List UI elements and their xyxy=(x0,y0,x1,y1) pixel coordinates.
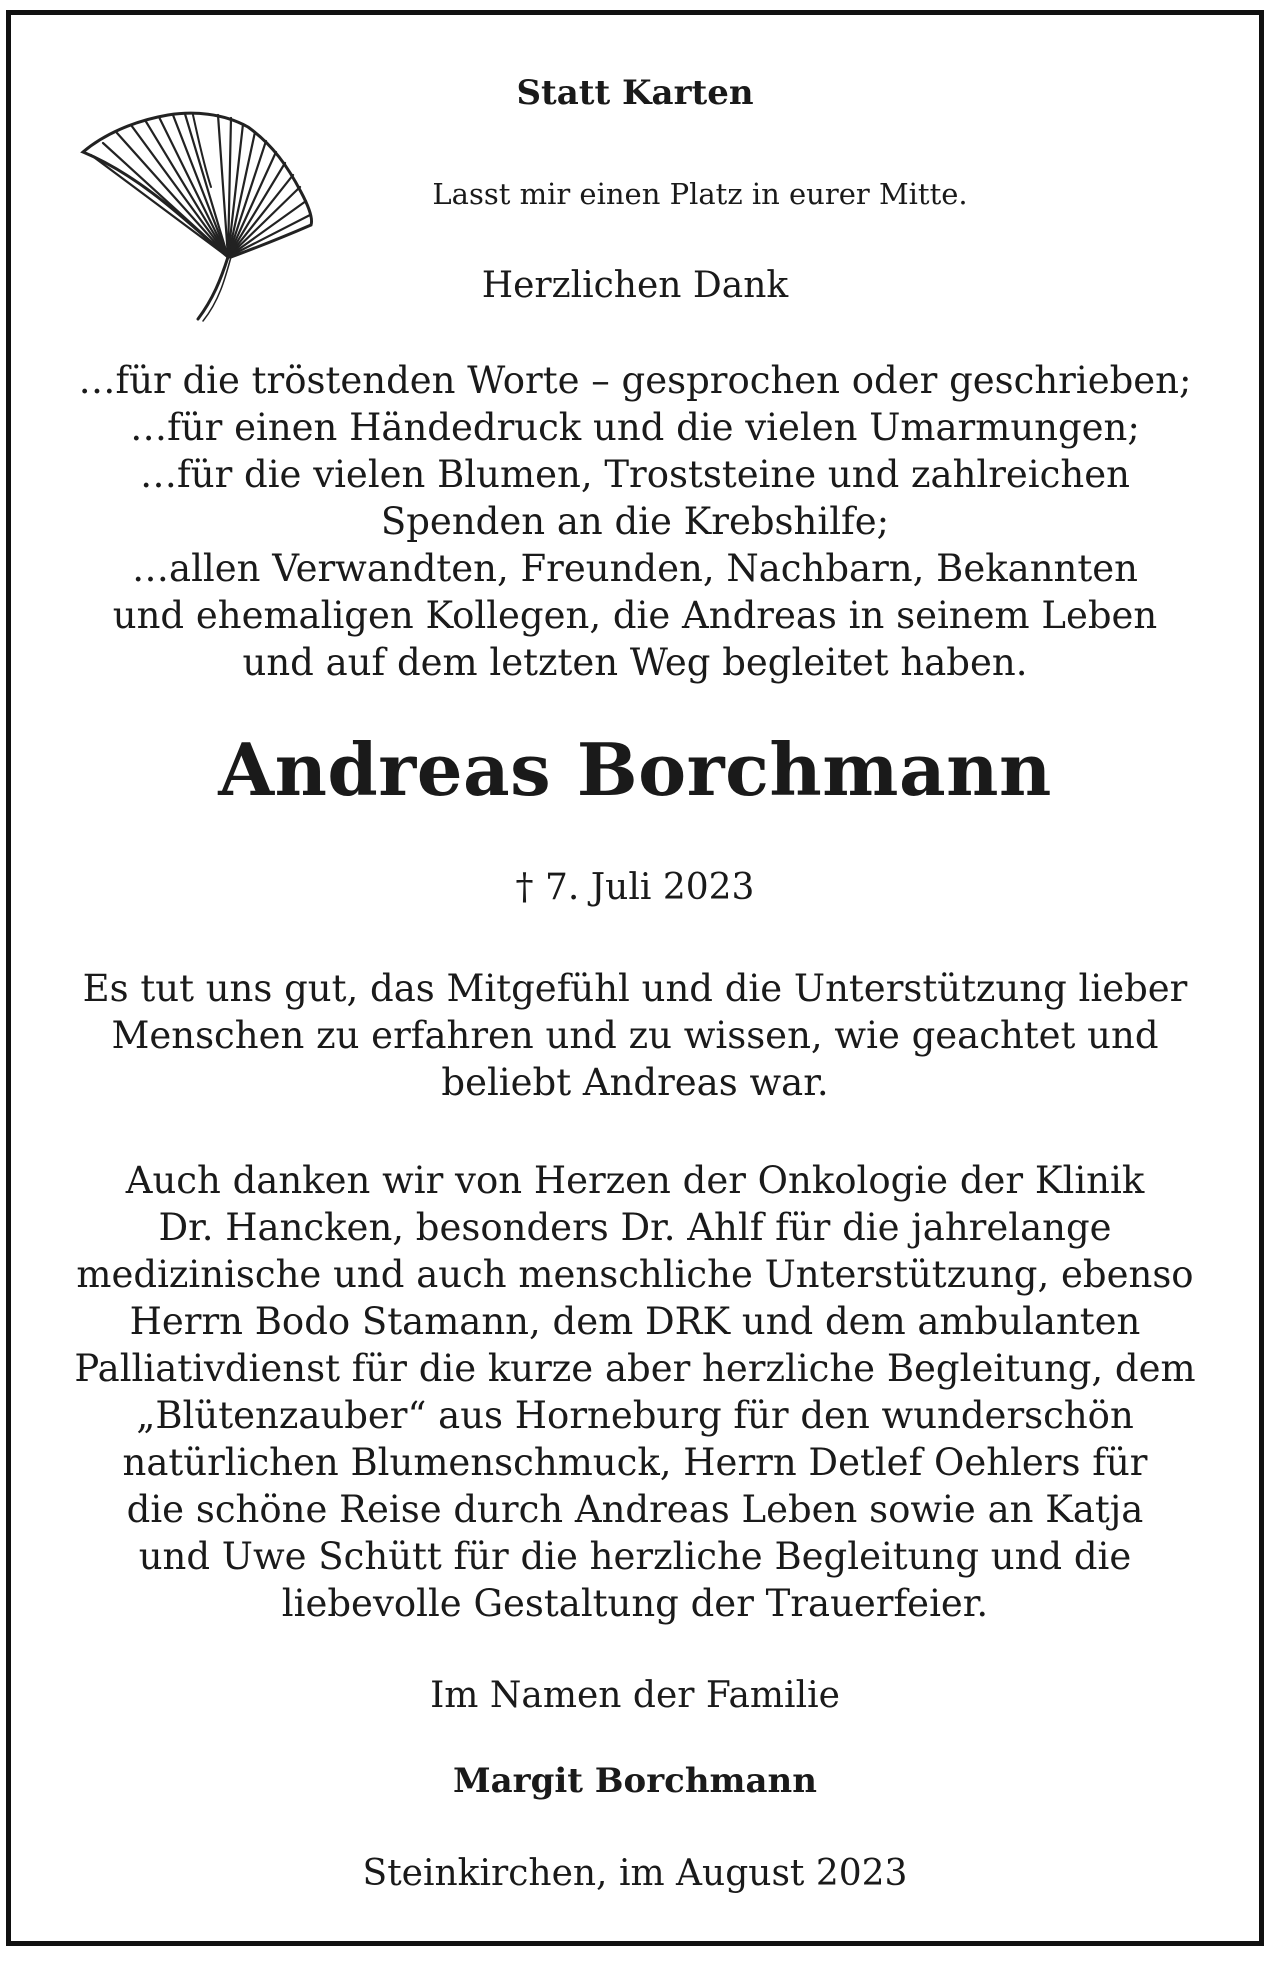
paragraph-line: und Uwe Schütt für die herzliche Begleitung und die xyxy=(138,1535,1132,1578)
paragraph-line: Auch danken wir von Herzen der Onkologie der Klinik xyxy=(125,1159,1145,1202)
paragraph-line: liebevolle Gestaltung der Trauerfeier. xyxy=(281,1582,989,1625)
thanks-heading: Herzlichen Dank xyxy=(481,265,789,306)
thanks-line: …für die tröstenden Worte – gesprochen oder geschrieben; xyxy=(78,359,1192,402)
signer-name: Margit Borchmann xyxy=(452,1761,817,1801)
paragraph-line: die schöne Reise durch Andreas Leben sowie an Katja xyxy=(126,1488,1144,1531)
header-title: Statt Karten xyxy=(516,73,754,113)
thanks-line: …allen Verwandten, Freunden, Nachbarn, Bekannten xyxy=(132,547,1138,590)
paragraph-line: Menschen zu erfahren und zu wissen, wie geachtet und xyxy=(111,1014,1159,1057)
deceased-name: Andreas Borchmann xyxy=(218,727,1052,812)
thanks-line: …für die vielen Blumen, Troststeine und zahlreichen xyxy=(140,453,1130,496)
paragraph-line: Palliativdienst für die kurze aber herzliche Begleitung, dem xyxy=(74,1347,1196,1390)
death-date: † 7. Juli 2023 xyxy=(515,867,755,908)
paragraph-line: Herrn Bodo Stamann, dem DRK und dem ambulanten xyxy=(129,1300,1141,1343)
paragraph-acknowledgements xyxy=(11,1157,1259,1627)
thanks-line: und auf dem letzten Weg begleitet haben. xyxy=(242,641,1028,684)
signature-intro: Im Namen der Familie xyxy=(430,1675,840,1716)
paragraph-line: medizinische und auch menschliche Unterstützung, ebenso xyxy=(76,1253,1194,1296)
place-date: Steinkirchen, im August 2023 xyxy=(362,1853,908,1894)
paragraph-line: „Blütenzauber“ aus Horneburg für den wunderschön xyxy=(136,1394,1134,1437)
paragraph-line: beliebt Andreas war. xyxy=(441,1061,829,1104)
thanks-line: …für einen Händedruck und die vielen Umarmungen; xyxy=(130,406,1140,449)
paragraph-line: natürlichen Blumenschmuck, Herrn Detlef Oehlers für xyxy=(122,1441,1148,1484)
thanks-line: und ehemaligen Kollegen, die Andreas in seinem Leben xyxy=(112,594,1158,637)
motto: Lasst mir einen Platz in eurer Mitte. xyxy=(432,177,968,211)
thanks-line: Spenden an die Krebshilfe; xyxy=(380,500,890,543)
thanks-block xyxy=(11,357,1259,686)
obituary-card xyxy=(6,10,1264,1946)
paragraph-gratitude xyxy=(11,965,1259,1106)
paragraph-line: Es tut uns gut, das Mitgefühl und die Unterstützung lieber xyxy=(82,967,1188,1010)
paragraph-line: Dr. Hancken, besonders Dr. Ahlf für die jahrelange xyxy=(158,1206,1112,1249)
